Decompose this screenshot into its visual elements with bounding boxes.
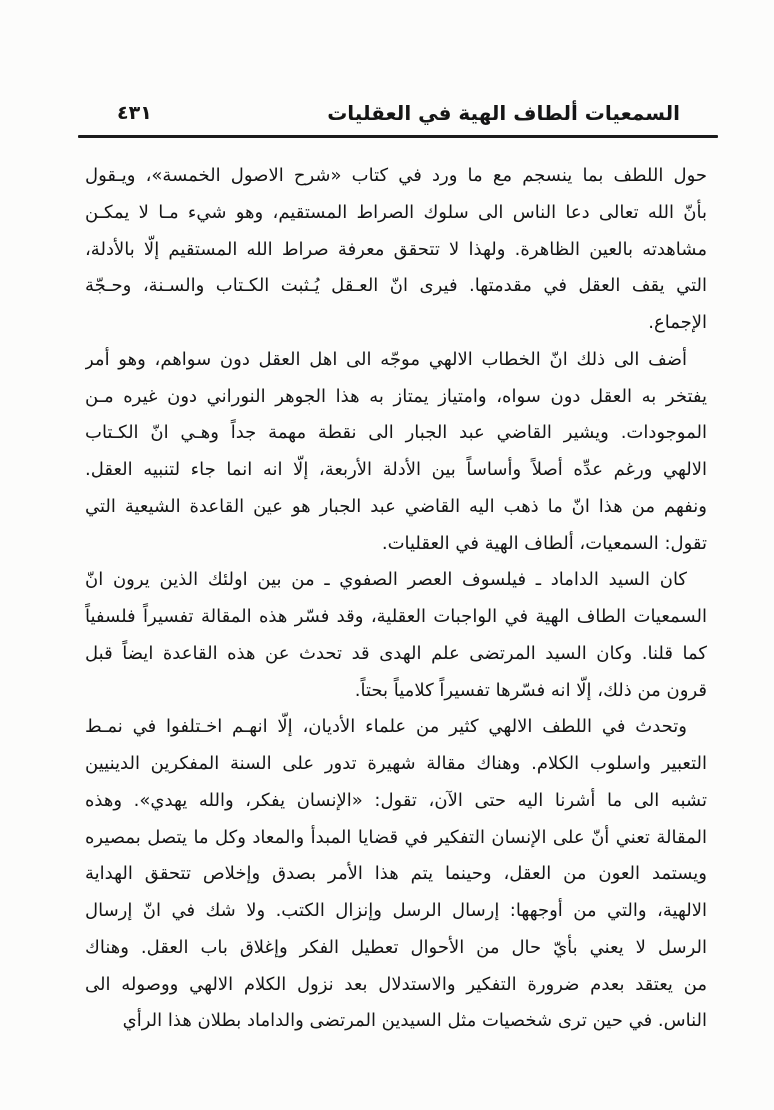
text-line: بأنّ الله تعالى دعا الناس الى سلوك الصراط المستقيم، وهو شيء مـا لا يمكـن — [85, 201, 707, 223]
text-line: الرسل لا يعني بأيّ حال من الأحوال تعطيل الفكر وإغلاق باب العقل. وهناك — [85, 936, 707, 958]
text-line: التعبير واسلوب الكلام. وهناك مقالة شهيرة تدور على السنة المفكرين الدينيين — [85, 753, 707, 774]
text-line: يفتخر به العقل دون سواه، وامتياز يمتاز به هذا الجوهر النوراني دون غيره مـن — [85, 385, 707, 407]
text-line: الالهية، والتي من أوجهها: إرسال الرسل وإنزال الكتب. ولا شك في انّ إرسال — [85, 900, 707, 921]
text-line: كان السيد الداماد ـ فيلسوف العصر الصفوي ـ من بين اولئك الذين يرون انّ — [85, 569, 687, 591]
page-number: ٤٣١ — [117, 102, 152, 125]
text-line: ويستمد العون من العقل، وحينما يتم هذا الأمر بصدق وإخلاص تتحقق الهداية — [85, 863, 707, 885]
text-line: كما قلنا. وكان السيد المرتضى علم الهدى قد تحدث عن هذه القاعدة ايضاً قبل — [85, 642, 707, 664]
text-line: المقالة تعني أنّ على الإنسان التفكير في قضايا المبدأ والمعاد وكل ما يتصل بمصيره — [85, 826, 707, 848]
body-text-block — [85, 158, 707, 1040]
text-line: حول اللطف بما ينسجم مع ما ورد في كتاب «شرح الاصول الخمسة»، ويـقول — [85, 165, 707, 186]
paragraph — [85, 562, 707, 709]
paragraph — [85, 709, 707, 1040]
header-divider-rule — [78, 135, 718, 138]
text-line: السمعيات الطاف الهية في الواجبات العقلية، وقد فسّر هذه المقالة تفسيراً فلسفياً — [85, 606, 707, 627]
text-line: قرون من ذلك، إلّا انه فسّرها تفسيراً كلامياً بحتاً. — [354, 679, 707, 701]
paragraph — [85, 342, 707, 563]
text-line: الموجودات. ويشير القاضي عبد الجبار الى نقطة مهمة جداً وهـي انّ الكـتاب — [85, 422, 707, 444]
text-line: ونفهم من هذا انّ ما ذهب اليه القاضي عبد الجبار هو عين القاعدة الشيعية التي — [85, 495, 707, 517]
text-line: الناس. في حين ترى شخصيات مثل السيدين المرتضى والداماد بطلان هذا الرأي — [122, 1010, 707, 1032]
page-header — [117, 96, 680, 126]
text-line: الالهي ورغم عدِّه أصلاً وأساساً بين الأدلة الأربعة، إلّا انه انما جاء لتنبيه العقل. — [85, 459, 707, 480]
paragraph — [85, 158, 707, 342]
text-line: تشبه الى ما أشرنا اليه حتى الآن، تقول: «الإنسان يفكر، والله يهدي». وهذه — [85, 789, 707, 811]
text-line: الإجماع. — [648, 312, 707, 333]
text-line: من يعتقد بعدم ضرورة التفكير والاستدلال بعد نزول الكلام الالهي ووصوله الى — [85, 973, 707, 995]
text-line: مشاهدته بالعين الظاهرة. ولهذا لا تتحقق معرفة صراط الله المستقيم إلّا بالأدلة، — [85, 238, 707, 260]
text-line: أضف الى ذلك انّ الخطاب الالهي موجّه الى اهل العقل دون سواهم، وهو أمر — [85, 348, 687, 370]
text-line: وتحدث في اللطف الالهي كثير من علماء الأديان، إلّا انهـم اخـتلفوا في نمـط — [85, 716, 687, 738]
running-header-title: السمعيات ألطاف الهية في العقليات — [327, 101, 680, 125]
text-line: التي يقف العقل في مقدمتها. فيرى انّ العـقل يُـثبت الكـتاب والسـنة، وحـجّة — [85, 275, 707, 297]
text-line: تقول: السمعيات، ألطاف الهية في العقليات. — [381, 532, 707, 554]
